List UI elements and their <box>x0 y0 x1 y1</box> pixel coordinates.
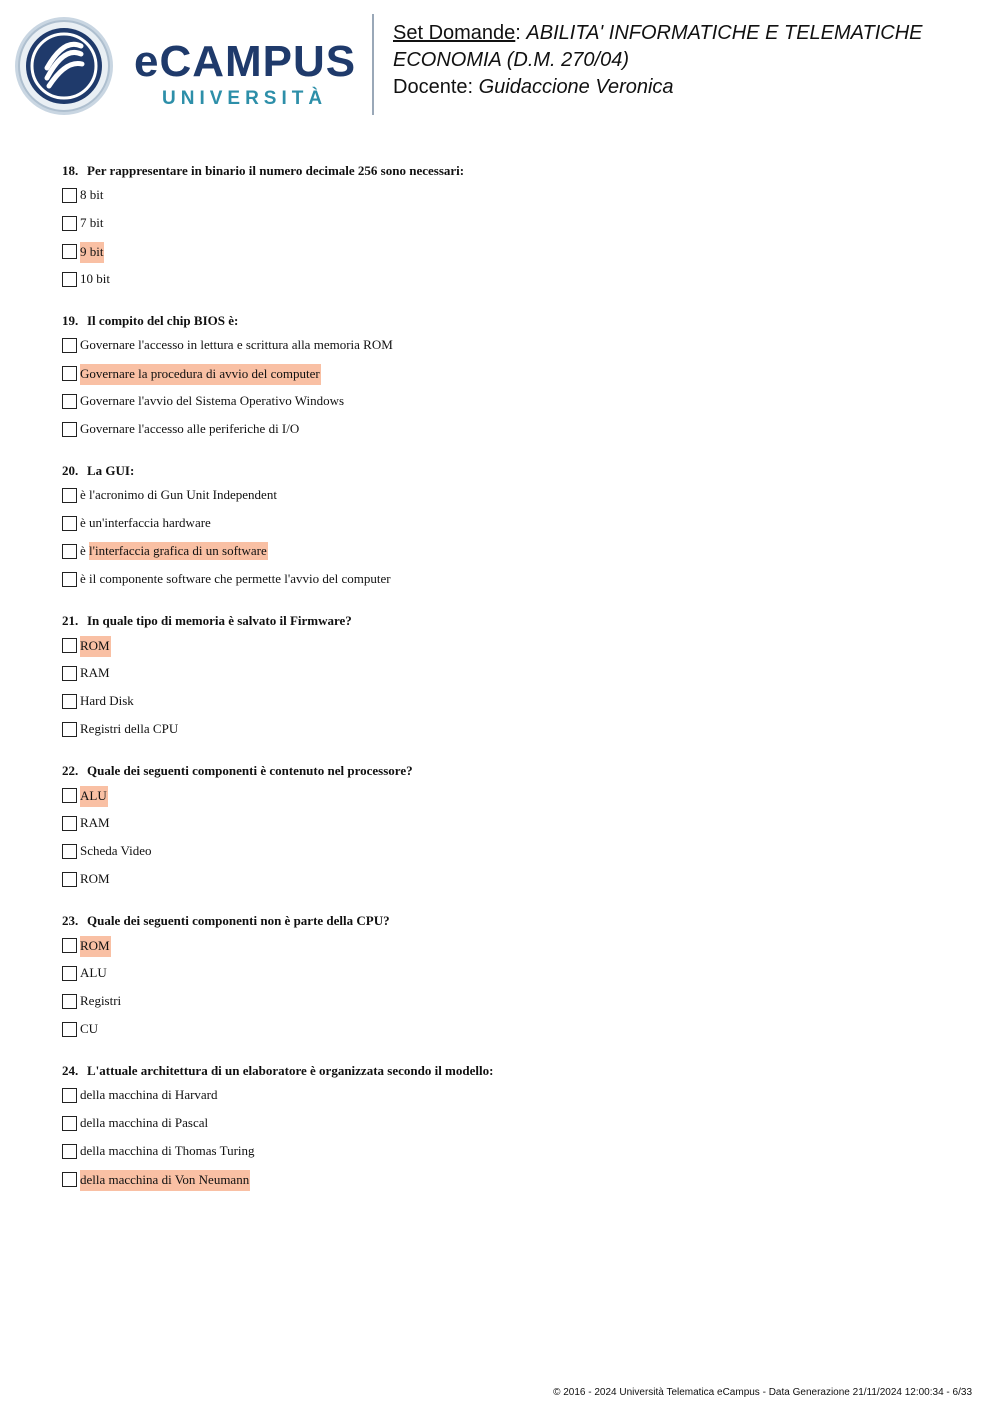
answer-checkbox[interactable] <box>62 516 77 531</box>
answer-checkbox[interactable] <box>62 1022 77 1037</box>
set-value-line2: ECONOMIA (D.M. 270/04) <box>393 49 629 71</box>
answer-option[interactable] <box>62 421 962 449</box>
answer-option[interactable] <box>62 393 962 421</box>
answer-text: CU <box>80 1021 99 1036</box>
question-number: 18. <box>62 163 79 178</box>
answer-text: ROM <box>80 871 110 886</box>
answer-checkbox[interactable] <box>62 216 77 231</box>
answer-option-correct[interactable] <box>62 1171 962 1199</box>
answer-text: 7 bit <box>80 215 104 230</box>
answer-text: della macchina di Harvard <box>80 1087 218 1102</box>
answer-text: 8 bit <box>80 187 104 202</box>
answer-text: RAM <box>80 665 110 680</box>
page-footer: © 2016 - 2024 Università Telematica eCampus - Data Generazione 21/11/2024 12:00:34 - 6/33 <box>553 1387 972 1398</box>
answer-option[interactable] <box>62 487 962 515</box>
question-18 <box>62 161 962 299</box>
answer-checkbox[interactable] <box>62 872 77 887</box>
question-number: 22. <box>62 763 79 778</box>
question-21 <box>62 611 962 749</box>
answer-option[interactable] <box>62 271 962 299</box>
question-20 <box>62 461 962 599</box>
answer-checkbox[interactable] <box>62 994 77 1009</box>
question-text: L'attuale architettura di un elaboratore è organizzata secondo il modello: <box>87 1063 494 1078</box>
question-list <box>62 161 962 1211</box>
question-title <box>62 911 962 931</box>
answer-text: Scheda Video <box>80 843 152 858</box>
question-text: Per rappresentare in binario il numero decimale 256 sono necessari: <box>87 163 465 178</box>
question-number: 23. <box>62 913 79 928</box>
answer-checkbox[interactable] <box>62 966 77 981</box>
answer-option-correct[interactable] <box>62 637 962 665</box>
question-title <box>62 761 962 781</box>
set-label: Set Domande <box>393 22 516 44</box>
answer-option[interactable] <box>62 721 962 749</box>
answer-text: Governare l'accesso in lettura e scrittura alla memoria ROM <box>80 337 393 352</box>
answer-checkbox[interactable] <box>62 488 77 503</box>
ecampus-logo <box>14 16 359 116</box>
answer-checkbox[interactable] <box>62 694 77 709</box>
answer-text-highlighted: l'interfaccia grafica di un software <box>89 543 267 558</box>
answer-text: 10 bit <box>80 271 110 286</box>
question-title <box>62 1061 962 1081</box>
answer-option-correct[interactable] <box>62 543 962 571</box>
question-number: 19. <box>62 313 79 328</box>
answer-checkbox[interactable] <box>62 844 77 859</box>
answer-option-correct[interactable] <box>62 937 962 965</box>
answer-checkbox[interactable] <box>62 722 77 737</box>
answer-option[interactable] <box>62 1115 962 1143</box>
answer-option[interactable] <box>62 993 962 1021</box>
answer-checkbox[interactable] <box>62 638 77 653</box>
answer-option[interactable] <box>62 187 962 215</box>
question-number: 20. <box>62 463 79 478</box>
answer-checkbox[interactable] <box>62 788 77 803</box>
answer-text-highlighted: ROM <box>80 936 111 957</box>
answer-text: Registri della CPU <box>80 721 179 736</box>
question-title <box>62 611 962 631</box>
answer-option[interactable] <box>62 965 962 993</box>
question-text: La GUI: <box>87 463 135 478</box>
header-info <box>393 20 983 101</box>
answer-checkbox[interactable] <box>62 188 77 203</box>
answer-option[interactable] <box>62 1021 962 1049</box>
answer-text-highlighted: ROM <box>80 636 111 657</box>
page-header <box>0 0 1000 130</box>
answer-option[interactable] <box>62 843 962 871</box>
answer-checkbox[interactable] <box>62 572 77 587</box>
question-22 <box>62 761 962 899</box>
answer-checkbox[interactable] <box>62 816 77 831</box>
answer-text: Governare l'avvio del Sistema Operativo Windows <box>80 393 345 408</box>
question-text: Il compito del chip BIOS è: <box>87 313 239 328</box>
question-number: 24. <box>62 1063 79 1078</box>
answer-checkbox[interactable] <box>62 338 77 353</box>
question-title <box>62 161 962 181</box>
answer-option-correct[interactable] <box>62 365 962 393</box>
set-separator: : <box>515 22 521 44</box>
question-24 <box>62 1061 962 1199</box>
answer-option[interactable] <box>62 665 962 693</box>
question-text: In quale tipo di memoria è salvato il Firmware? <box>87 613 352 628</box>
answer-text-highlighted: 9 bit <box>80 242 104 263</box>
question-23 <box>62 911 962 1049</box>
answer-option[interactable] <box>62 1143 962 1171</box>
answer-text: è un'interfaccia hardware <box>80 515 211 530</box>
header-divider <box>372 14 374 115</box>
answer-text-highlighted: ALU <box>80 786 108 807</box>
answer-text: è l'acronimo di Gun Unit Independent <box>80 487 277 502</box>
answer-option-correct[interactable] <box>62 787 962 815</box>
answer-option[interactable] <box>62 337 962 365</box>
question-number: 21. <box>62 613 79 628</box>
answer-text: Governare l'accesso alle periferiche di I/O <box>80 421 300 436</box>
answer-option[interactable] <box>62 871 962 899</box>
answer-text: Hard Disk <box>80 693 134 708</box>
answer-text: è il componente software che permette l'avvio del computer <box>80 571 391 586</box>
answer-option[interactable] <box>62 815 962 843</box>
answer-text: RAM <box>80 815 110 830</box>
answer-checkbox[interactable] <box>62 544 77 559</box>
answer-checkbox[interactable] <box>62 422 77 437</box>
answer-checkbox[interactable] <box>62 1088 77 1103</box>
answer-checkbox[interactable] <box>62 938 77 953</box>
docente-label: Docente: <box>393 76 474 98</box>
answer-text: della macchina di Thomas Turing <box>80 1143 255 1158</box>
answer-text: Registri <box>80 993 122 1008</box>
question-text: Quale dei seguenti componenti è contenuto nel processore? <box>87 763 413 778</box>
answer-checkbox[interactable] <box>62 1116 77 1131</box>
ecampus-emblem-icon <box>14 16 114 116</box>
answer-option[interactable] <box>62 1087 962 1115</box>
answer-option[interactable] <box>62 515 962 543</box>
question-19 <box>62 311 962 449</box>
question-text: Quale dei seguenti componenti non è parte della CPU? <box>87 913 390 928</box>
answer-text: ALU <box>80 965 107 980</box>
answer-checkbox[interactable] <box>62 272 77 287</box>
question-title <box>62 311 962 331</box>
brand-subtitle: UNIVERSITÀ <box>162 88 328 109</box>
answer-text: della macchina di Pascal <box>80 1115 209 1130</box>
answer-checkbox[interactable] <box>62 244 77 259</box>
answer-text-highlighted: Governare la procedura di avvio del computer <box>80 364 321 385</box>
docente-line <box>393 74 983 101</box>
answer-text <box>80 542 268 560</box>
set-line <box>393 20 983 47</box>
answer-text-highlighted: della macchina di Von Neumann <box>80 1170 250 1191</box>
answer-checkbox[interactable] <box>62 366 77 381</box>
answer-checkbox[interactable] <box>62 1144 77 1159</box>
question-title <box>62 461 962 481</box>
brand-name: eCAMPUS <box>134 37 357 86</box>
set-value-line1: ABILITA' INFORMATICHE E TELEMATICHE <box>526 22 923 44</box>
docente-value: Guidaccione Veronica <box>478 76 674 98</box>
answer-option-correct[interactable] <box>62 243 962 271</box>
answer-checkbox[interactable] <box>62 1172 77 1187</box>
answer-prefix: è <box>80 543 90 558</box>
answer-option[interactable] <box>62 571 962 599</box>
answer-checkbox[interactable] <box>62 666 77 681</box>
answer-option[interactable] <box>62 215 962 243</box>
answer-checkbox[interactable] <box>62 394 77 409</box>
answer-option[interactable] <box>62 693 962 721</box>
